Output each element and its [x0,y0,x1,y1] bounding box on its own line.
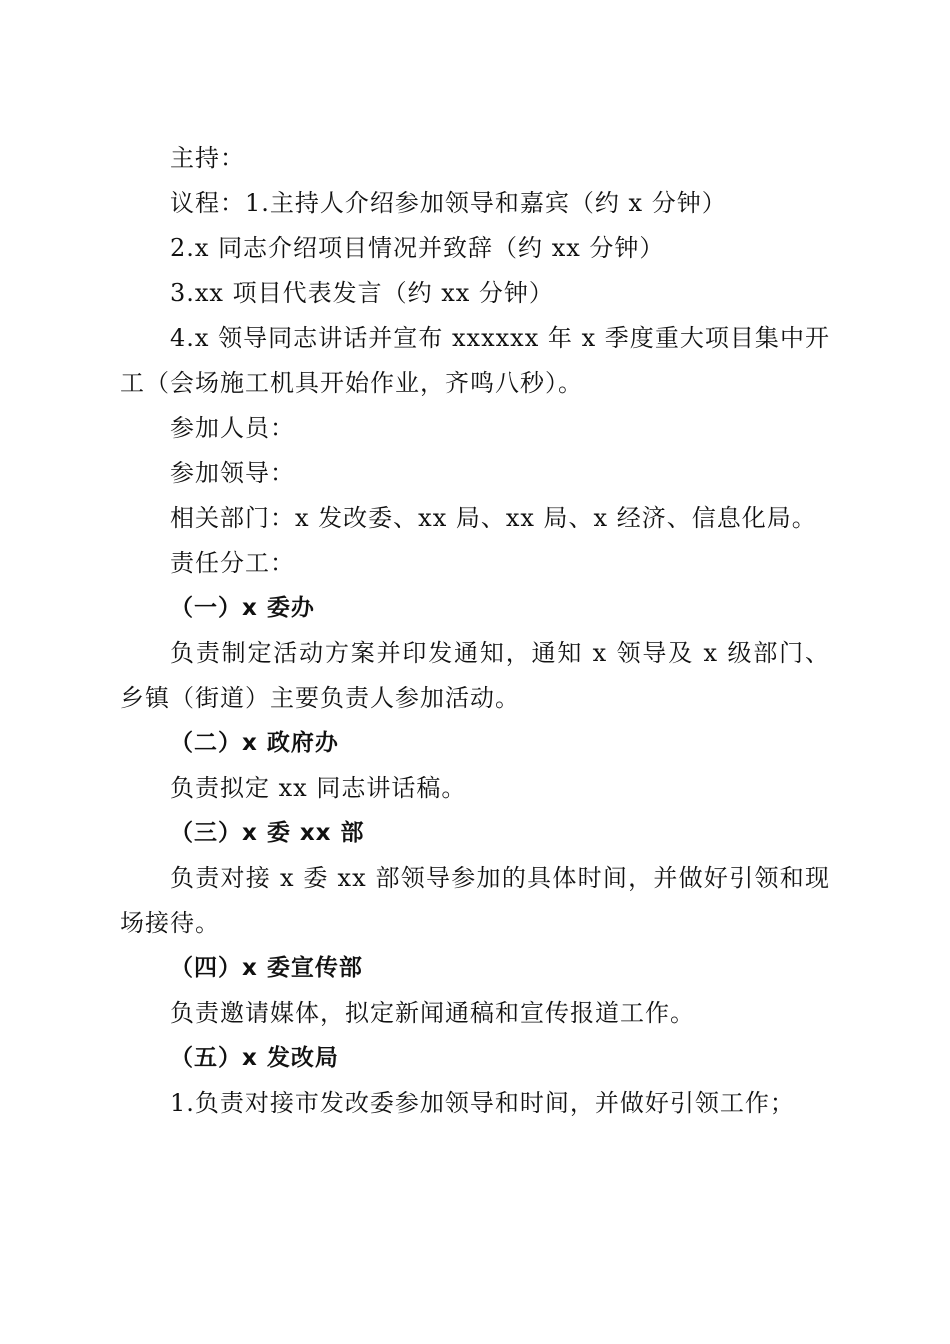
departments-line: 相关部门：x 发改委、xx 局、xx 局、x 经济、信息化局。 [170,504,817,532]
leaders-line: 参加领导： [170,459,295,487]
section-5-title: （五）x 发改局 [170,1045,339,1071]
agenda-item-4: 4.x 领导同志讲话并宣布 xxxxxx 年 x 季度重大项目集中开工（会场施工机具开始作业，齐鸣八秒）。 [120,324,830,397]
section-3-body: 负责对接 x 委 xx 部领导参加的具体时间，并做好引领和现场接待。 [120,864,830,937]
section-3-title: （三）x 委 xx 部 [170,820,365,846]
document-body [120,136,830,1126]
agenda-item-1: 议程：1.主持人介绍参加领导和嘉宾（约 x 分钟） [170,189,727,217]
section-4-title: （四）x 委宣传部 [170,955,363,981]
section-1-body: 负责制定活动方案并印发通知，通知 x 领导及 x 级部门、乡镇（街道）主要负责人参加活动。 [120,639,830,712]
section-2-body: 负责拟定 xx 同志讲话稿。 [170,774,467,802]
section-5-item-1: 1.负责对接市发改委参加领导和时间，并做好引领工作； [170,1089,795,1117]
responsibility-heading: 责任分工： [170,549,295,577]
section-1-title: （一）x 委办 [170,595,315,621]
host-line: 主持： [170,144,245,172]
agenda-item-2: 2.x 同志介绍项目情况并致辞（约 xx 分钟） [170,234,665,262]
section-2-title: （二）x 政府办 [170,730,339,756]
section-4-body: 负责邀请媒体，拟定新闻通稿和宣传报道工作。 [170,999,695,1027]
agenda-item-3: 3.xx 项目代表发言（约 xx 分钟） [170,279,554,307]
participants-line: 参加人员： [170,414,295,442]
